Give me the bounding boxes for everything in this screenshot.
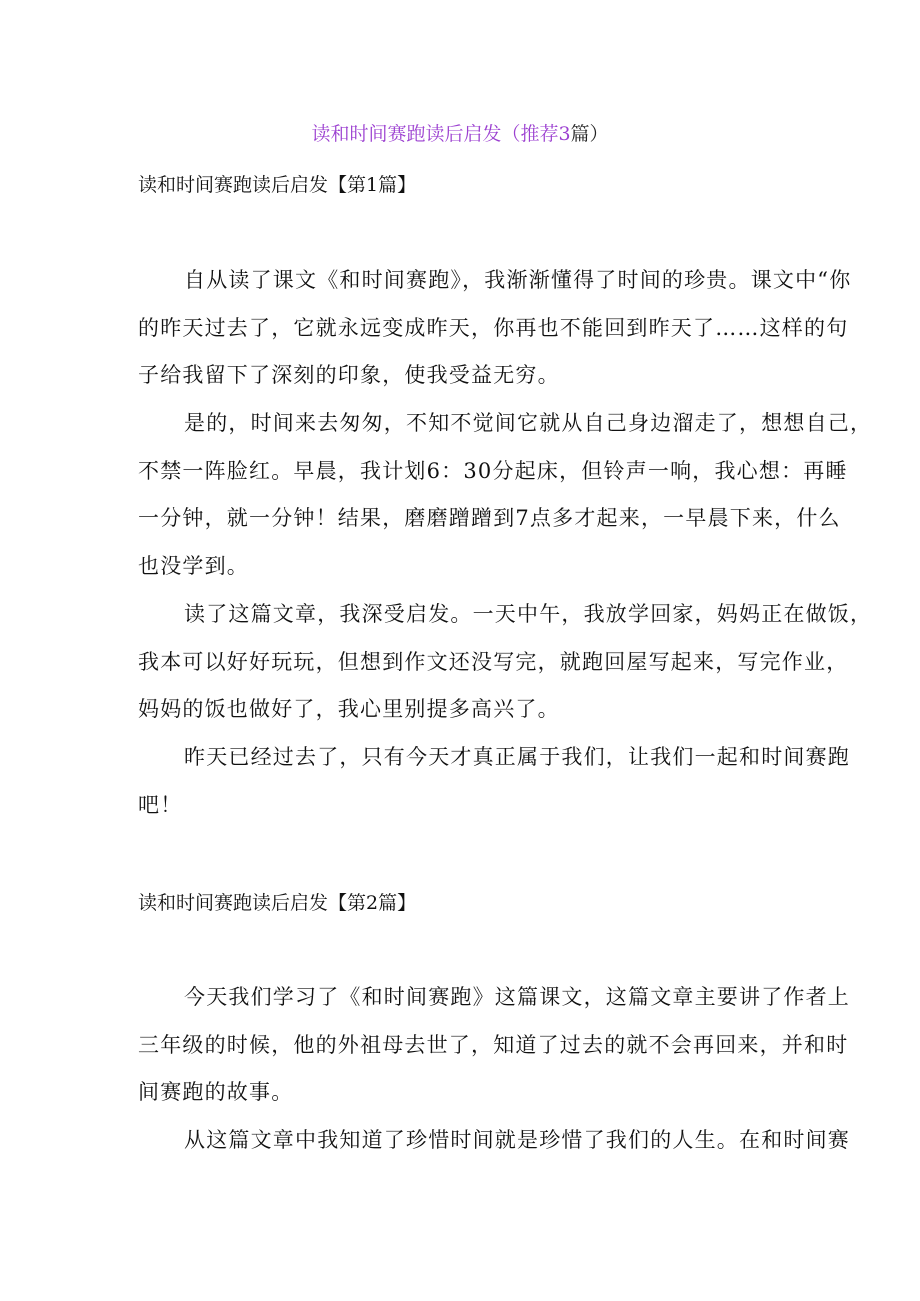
- paragraph-line: 昨天已经过去了，只有今天才真正属于我们，让我们一起和时间赛跑: [184, 745, 850, 769]
- paragraph-line: 一分钟，就一分钟！结果，磨磨蹭蹭到7点多才起来，一早晨下来，什么: [138, 506, 841, 531]
- paragraph-line: 三年级的时候，他的外祖母去世了，知道了过去的就不会再回来，并和时: [138, 1032, 849, 1057]
- paragraph-line: 吧！: [138, 792, 183, 817]
- paragraph-line: 自从读了课文《和时间赛跑》，我渐渐懂得了时间的珍贵。课文中“你: [184, 268, 852, 292]
- paragraph-line: 今天我们学习了《和时间赛跑》这篇课文，这篇文章主要讲了作者上: [184, 985, 850, 1009]
- section-heading: 读和时间赛跑读后启发【第1篇】: [138, 174, 417, 196]
- title-text-tail: 篇）: [570, 123, 609, 145]
- title-text: 读和时间赛跑读后启发（推荐3: [311, 123, 571, 145]
- paragraph-line: 子给我留下了深刻的印象，使我受益无穷。: [138, 363, 560, 388]
- paragraph-line: 也没学到。: [138, 554, 249, 579]
- paragraph-line: 的昨天过去了，它就永远变成昨天，你再也不能回到昨天了……这样的句: [138, 315, 849, 340]
- section-heading: 读和时间赛跑读后启发【第2篇】: [138, 892, 417, 914]
- paragraph-line: 不禁一阵脸红。早晨，我计划6：30分起床，但铃声一响，我心想：再睡: [138, 458, 848, 483]
- paragraph-line: 妈妈的饭也做好了，我心里别提多高兴了。: [138, 697, 560, 722]
- paragraph-line: 从这篇文章中我知道了珍惜时间就是珍惜了我们的人生。在和时间赛: [184, 1128, 850, 1152]
- paragraph-line: 是的，时间来去匆匆，不知不觉间它就从自己身边溜走了，想想自己，: [184, 411, 873, 435]
- document-title: [0, 119, 920, 146]
- paragraph-line: 间赛跑的故事。: [138, 1080, 294, 1105]
- paragraph-line: 读了这篇文章，我深受启发。一天中午，我放学回家，妈妈正在做饭，: [184, 602, 873, 626]
- paragraph-line: 我本可以好好玩玩，但想到作文还没写完，就跑回屋写起来，写完作业，: [138, 649, 849, 674]
